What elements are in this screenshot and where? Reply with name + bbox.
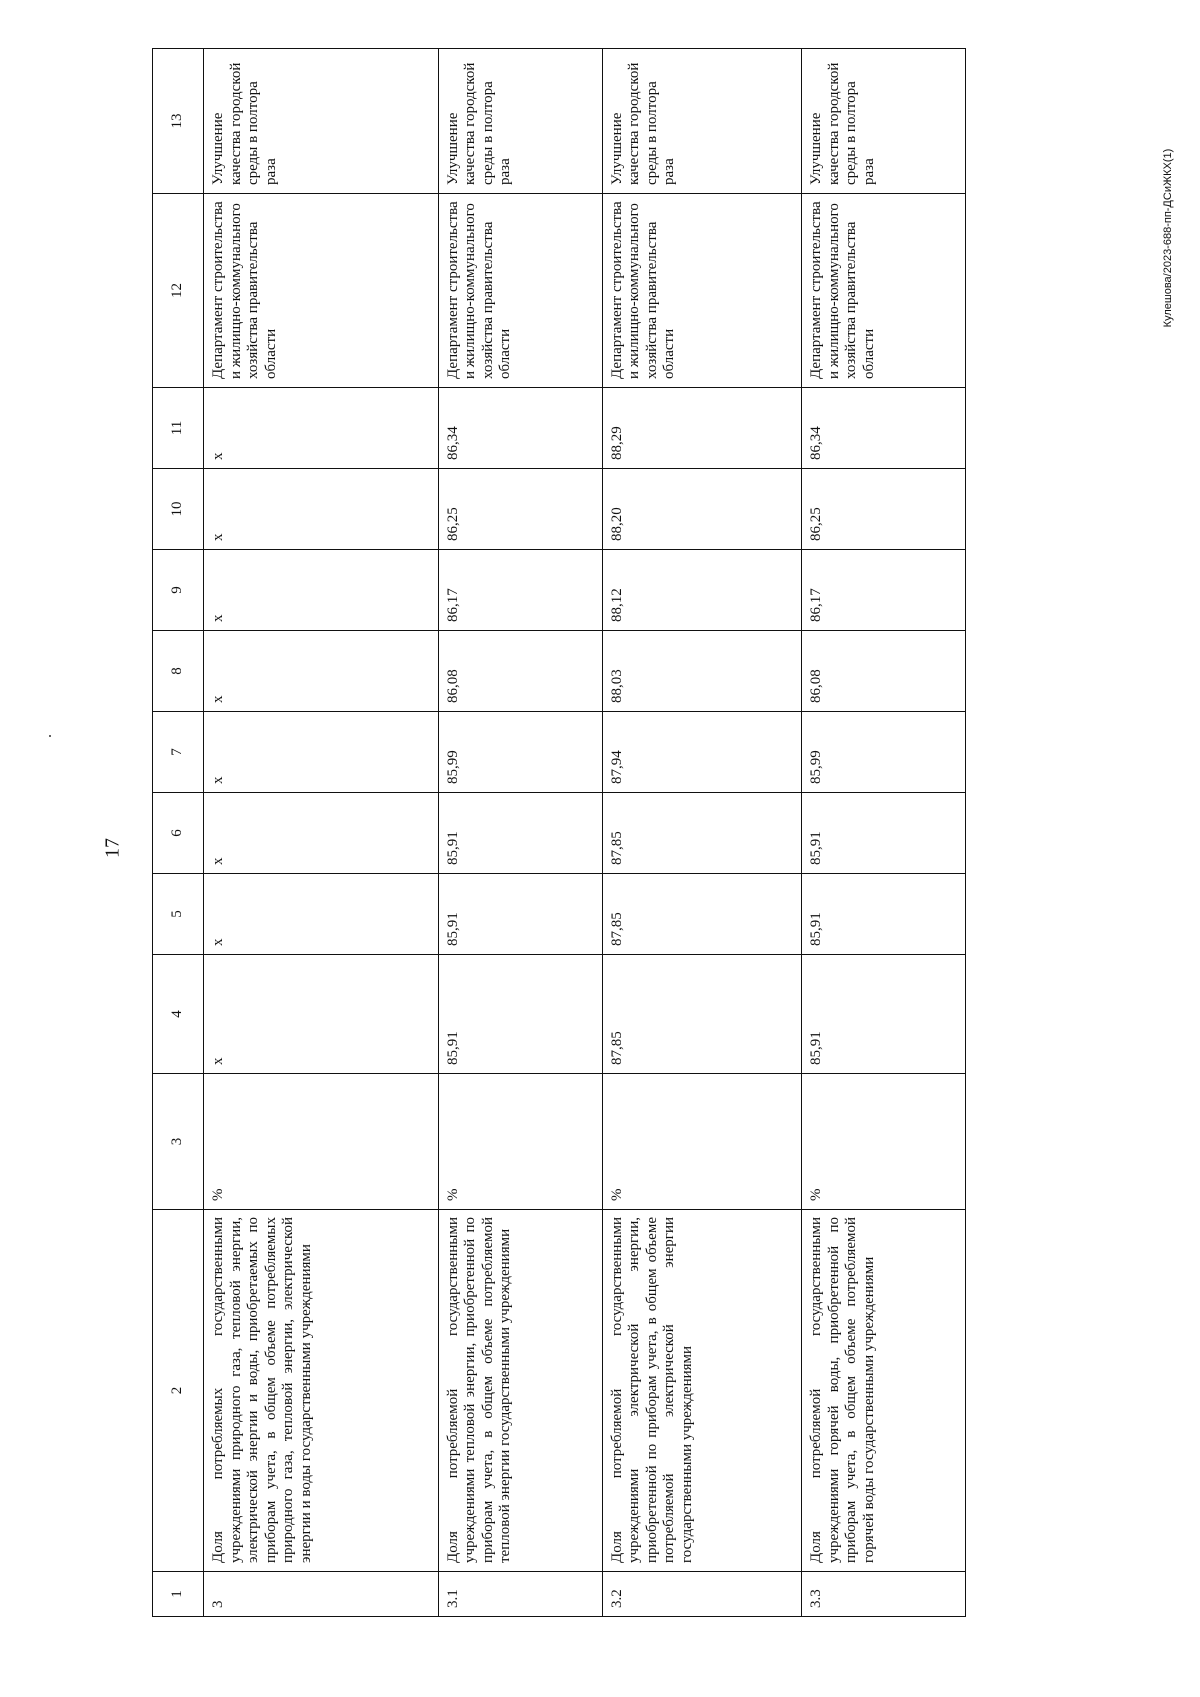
- column-header: 11: [153, 388, 204, 469]
- indicator-description: Доля потребляемой государственными учреждениями тепловой энергии, приобретенной по приборам учета, в общем объеме потребляемой тепловой энергии государственными учреждениями: [438, 1210, 602, 1572]
- indicator-description: Доля потребляемой государственными учреждениями горячей воды, приобретенной по приборам учета, в общем объеме потребляемой горячей воды государственными учреждениями: [802, 1210, 966, 1572]
- value-cell: 86,34: [802, 388, 966, 469]
- value-cell: 85,91: [802, 874, 966, 955]
- value-cell: 87,94: [602, 712, 801, 793]
- indicator-description: Доля потребляемой государственными учреждениями электрической энергии, приобретенной по приборам учета, в общем объеме потребляемой электрической энергии государственными учреждениями: [602, 1210, 801, 1572]
- expected-result: Улучшение качества городской среды в полтора раза: [204, 49, 439, 194]
- column-header: 1: [153, 1572, 204, 1617]
- unit-cell: %: [602, 1074, 801, 1210]
- value-cell: х: [204, 955, 439, 1074]
- indicator-table-container: [152, 49, 966, 1617]
- column-header: 4: [153, 955, 204, 1074]
- unit-cell: %: [802, 1074, 966, 1210]
- column-number-row: [153, 49, 204, 1617]
- value-cell: 85,99: [438, 712, 602, 793]
- indicator-description: Доля потребляемых государственными учреждениями природного газа, тепловой энергии, электрической энергии и воды, приобретаемых по приборам учета, в общем объеме потребляемых природного газа, тепловой энергии, электрической энергии и воды государственными учреждениями: [204, 1210, 439, 1572]
- column-header: 9: [153, 550, 204, 631]
- value-cell: х: [204, 631, 439, 712]
- column-header: 5: [153, 874, 204, 955]
- value-cell: 85,91: [438, 955, 602, 1074]
- responsible-executor: Департамент строительства и жилищно-коммунального хозяйства правительства области: [204, 194, 439, 388]
- responsible-executor: Департамент строительства и жилищно-коммунального хозяйства правительства области: [602, 194, 801, 388]
- expected-result: Улучшение качества городской среды в полтора раза: [802, 49, 966, 194]
- value-cell: х: [204, 388, 439, 469]
- row-number: 3.1: [438, 1572, 602, 1617]
- value-cell: х: [204, 712, 439, 793]
- value-cell: 85,99: [802, 712, 966, 793]
- scan-dot: [49, 735, 51, 737]
- value-cell: 86,34: [438, 388, 602, 469]
- unit-cell: %: [204, 1074, 439, 1210]
- column-header: 12: [153, 194, 204, 388]
- value-cell: 88,29: [602, 388, 801, 469]
- value-cell: 85,91: [802, 793, 966, 874]
- column-header: 10: [153, 469, 204, 550]
- row-number: 3.2: [602, 1572, 801, 1617]
- responsible-executor: Департамент строительства и жилищно-коммунального хозяйства правительства области: [802, 194, 966, 388]
- value-cell: 86,17: [438, 550, 602, 631]
- value-cell: х: [204, 550, 439, 631]
- value-cell: х: [204, 793, 439, 874]
- table-row: [802, 49, 966, 1617]
- column-header: 3: [153, 1074, 204, 1210]
- value-cell: 87,85: [602, 793, 801, 874]
- value-cell: х: [204, 874, 439, 955]
- value-cell: 86,25: [438, 469, 602, 550]
- column-header: 6: [153, 793, 204, 874]
- value-cell: 86,08: [802, 631, 966, 712]
- value-cell: 86,08: [438, 631, 602, 712]
- column-header: 13: [153, 49, 204, 194]
- value-cell: 85,91: [438, 793, 602, 874]
- expected-result: Улучшение качества городской среды в полтора раза: [602, 49, 801, 194]
- value-cell: 86,17: [802, 550, 966, 631]
- indicator-table: [152, 48, 966, 1617]
- value-cell: 88,12: [602, 550, 801, 631]
- row-number: 3.3: [802, 1572, 966, 1617]
- value-cell: 88,03: [602, 631, 801, 712]
- column-header: 8: [153, 631, 204, 712]
- value-cell: 87,85: [602, 874, 801, 955]
- column-header: 2: [153, 1210, 204, 1572]
- responsible-executor: Департамент строительства и жилищно-коммунального хозяйства правительства области: [438, 194, 602, 388]
- page-number-text: 17: [101, 838, 124, 858]
- expected-result: Улучшение качества городской среды в полтора раза: [438, 49, 602, 194]
- document-code-text: Кулешова/2023-688-пп-ДСиЖКХ(1): [1162, 148, 1174, 328]
- value-cell: х: [204, 469, 439, 550]
- value-cell: 85,91: [802, 955, 966, 1074]
- column-header: 7: [153, 712, 204, 793]
- table-row: [602, 49, 801, 1617]
- table-row: [438, 49, 602, 1617]
- value-cell: 87,85: [602, 955, 801, 1074]
- row-number: 3: [204, 1572, 439, 1617]
- unit-cell: %: [438, 1074, 602, 1210]
- value-cell: 88,20: [602, 469, 801, 550]
- value-cell: 86,25: [802, 469, 966, 550]
- value-cell: 85,91: [438, 874, 602, 955]
- table-row: [204, 49, 439, 1617]
